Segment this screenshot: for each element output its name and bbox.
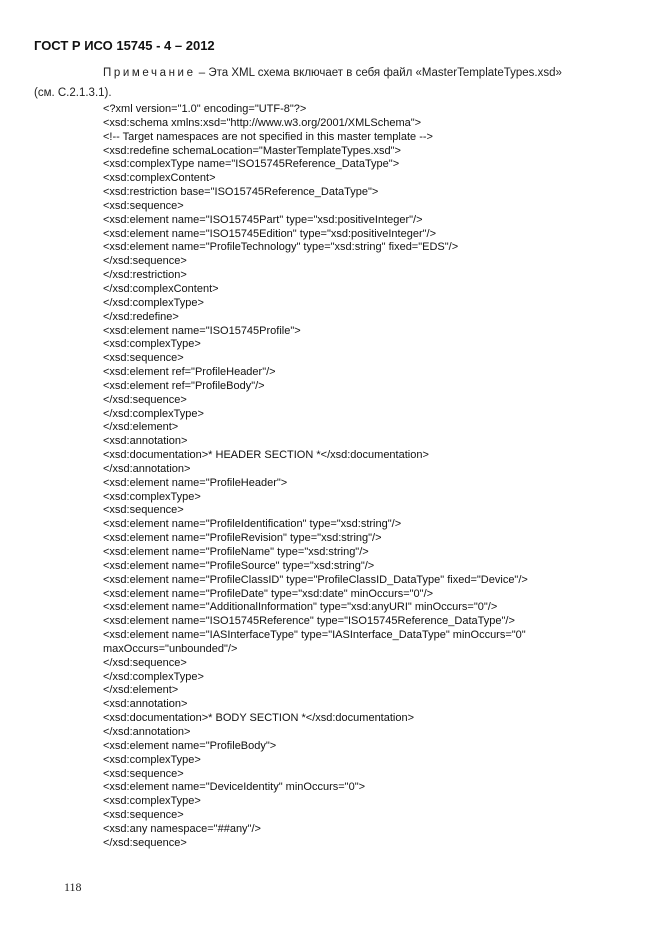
code-line: <xsd:annotation> (103, 698, 188, 711)
code-line: <xsd:schema xmlns:xsd="http://www.w3.org/2001/XMLSchema"> (103, 116, 422, 129)
code-line: <xsd:sequence> (103, 199, 184, 212)
code-line: <xsd:element name="ProfileName" type="xsd:string"/> (103, 546, 369, 558)
code-line: <xsd:any namespace="##any"/> (103, 822, 261, 835)
code-line: <xsd:element name="ProfileClassID" type="ProfileClassID_DataType" fixed="Device"/> (103, 573, 528, 586)
code-line: <xsd:complexContent> (103, 172, 216, 185)
code-line: <xsd:documentation>* BODY SECTION *</xsd:documentation> (103, 712, 415, 725)
code-line: <xsd:element name="ProfileHeader"> (103, 476, 288, 489)
code-line: </xsd:complexType> (103, 670, 204, 683)
code-line: <xsd:element name="ProfileSource" type="xsd:string"/> (103, 559, 375, 572)
code-line: <xsd:complexType> (103, 490, 201, 503)
code-line: <xsd:complexType name="ISO15745Reference_DataType"> (103, 158, 400, 171)
code-line: </xsd:element> (103, 421, 179, 434)
code-line: <xsd:element name="ProfileIdentification" type="xsd:string"/> (103, 518, 402, 531)
code-line: <?xml version="1.0" encoding="UTF-8"?> (103, 103, 307, 115)
note-dash: – (195, 67, 209, 79)
code-line: <xsd:sequence> (103, 809, 184, 822)
code-line: </xsd:complexType> (103, 296, 204, 309)
code-line: </xsd:sequence> (103, 836, 187, 849)
page-number: 118 (64, 880, 82, 894)
code-line: </xsd:sequence> (103, 393, 187, 406)
code-line: </xsd:annotation> (103, 725, 191, 738)
code-line: maxOccurs="unbounded"/> (103, 642, 238, 655)
code-line: </xsd:redefine> (103, 310, 179, 323)
code-line: <xsd:element name="DeviceIdentity" minOccurs="0"> (103, 781, 366, 794)
code-line: </xsd:complexContent> (103, 282, 219, 295)
code-line: <xsd:element name="ProfileRevision" type="xsd:string"/> (103, 532, 382, 545)
code-line: <xsd:complexType> (103, 795, 201, 808)
code-line: <xsd:sequence> (103, 504, 184, 517)
code-line: </xsd:complexType> (103, 407, 204, 420)
code-line: </xsd:annotation> (103, 462, 191, 475)
code-line: </xsd:restriction> (103, 269, 187, 282)
xml-schema-listing (103, 103, 643, 851)
code-line: <xsd:element ref="ProfileHeader"/> (103, 366, 276, 379)
code-line: <xsd:element name="ISO15745Profile"> (103, 324, 301, 337)
code-line: <xsd:element name="ISO15745Edition" type="xsd:positiveInteger"/> (103, 227, 436, 240)
code-line: <xsd:element name="ISO15745Reference" type="ISO15745Reference_DataType"/> (103, 615, 515, 628)
code-line: <xsd:element ref="ProfileBody"/> (103, 379, 265, 392)
code-line: <xsd:element name="ProfileBody"> (103, 739, 277, 752)
code-line: <xsd:redefine schemaLocation="MasterTemplateTypes.xsd"> (103, 144, 401, 157)
code-line: </xsd:sequence> (103, 656, 187, 669)
code-line: <xsd:complexType> (103, 753, 201, 766)
code-line: <xsd:annotation> (103, 435, 188, 448)
code-line: <xsd:sequence> (103, 767, 184, 780)
code-line: </xsd:element> (103, 684, 179, 697)
note-line-1 (34, 63, 634, 83)
note-text: Эта XML схема включает в себя файл «MasterTemplateTypes.xsd» (208, 67, 562, 79)
code-line: <xsd:sequence> (103, 352, 184, 365)
code-line: <xsd:element name="ProfileDate" type="xsd:date" minOccurs="0"/> (103, 587, 434, 600)
standard-title: ГОСТ Р ИСО 15745 - 4 – 2012 (34, 38, 215, 53)
code-line: <xsd:element name="ISO15745Part" type="xsd:positiveInteger"/> (103, 213, 423, 226)
code-line: <xsd:element name="ProfileTechnology" type="xsd:string" fixed="EDS"/> (103, 241, 459, 254)
note-paragraph (34, 63, 634, 103)
note-label: Примечание (103, 67, 196, 79)
code-line: </xsd:sequence> (103, 255, 187, 268)
code-line: <xsd:element name="IASInterfaceType" type="IASInterface_DataType" minOccurs="0" (103, 629, 526, 642)
code-line: <xsd:restriction base="ISO15745Reference_DataType"> (103, 186, 379, 199)
note-line-2: (см. С.2.1.3.1). (34, 87, 112, 99)
code-line: <xsd:element name="AdditionalInformation" type="xsd:anyURI" minOccurs="0"/> (103, 601, 498, 614)
code-line: <!-- Target namespaces are not specified in this master template --> (103, 130, 433, 143)
code-line: <xsd:documentation>* HEADER SECTION *</xsd:documentation> (103, 449, 429, 462)
code-line: <xsd:complexType> (103, 338, 201, 351)
